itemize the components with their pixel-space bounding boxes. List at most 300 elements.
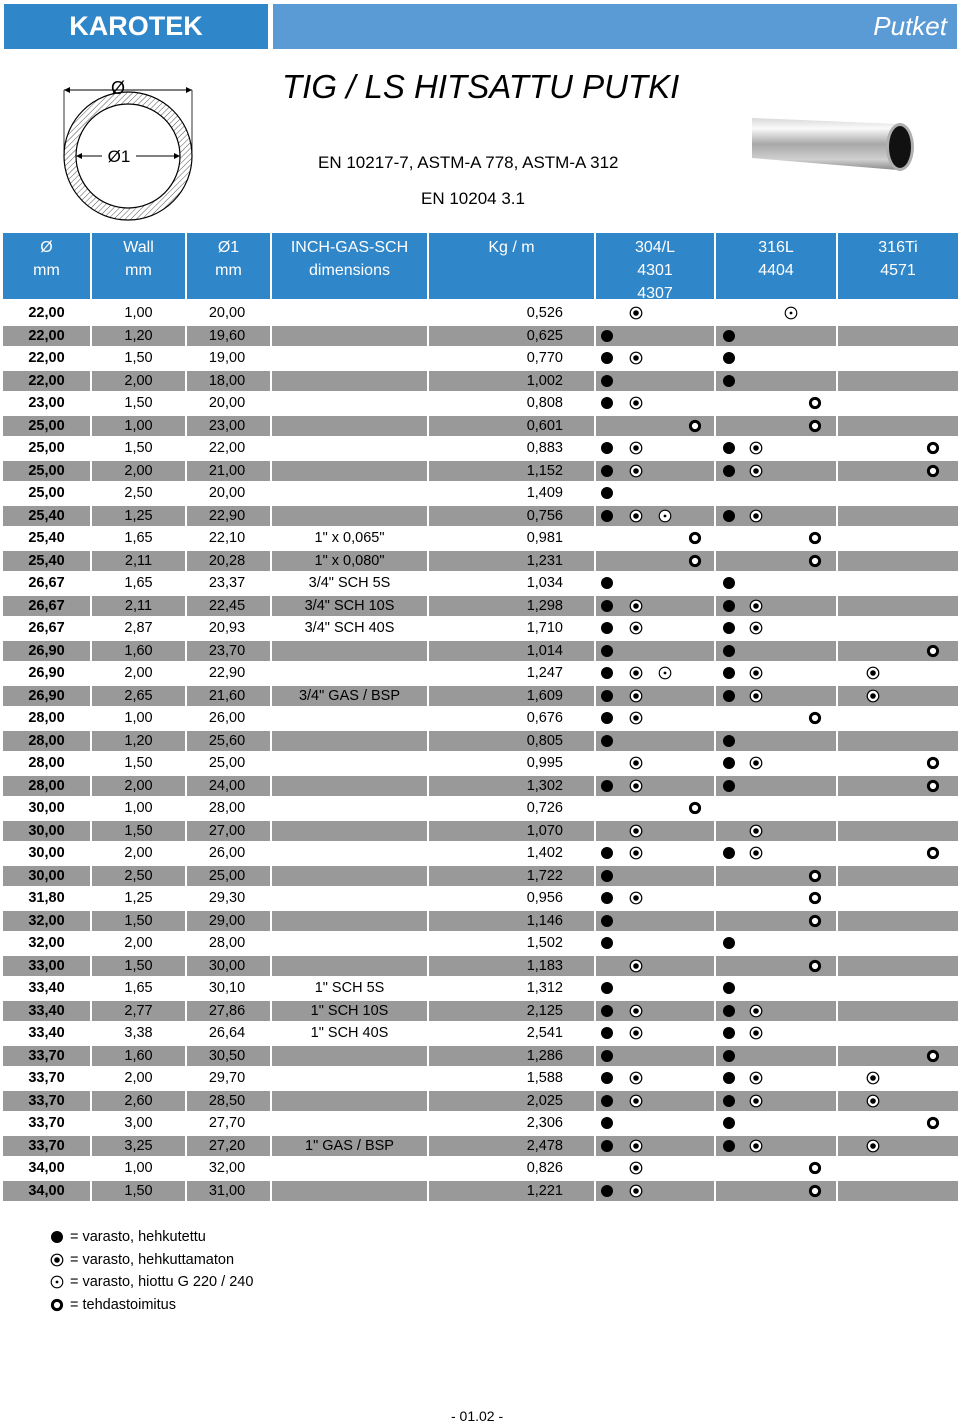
- col-header-316ti: 316Ti 4571: [838, 233, 958, 299]
- grade-304-cell: [596, 798, 714, 818]
- kg-per-m-cell: 1,247: [429, 663, 594, 683]
- wall-cell: 2,00: [92, 933, 185, 953]
- kg-per-m-cell: 1,183: [429, 956, 594, 976]
- inner-diameter-cell: 30,50: [187, 1046, 270, 1066]
- kg-per-m-cell: 1,609: [429, 686, 594, 706]
- grade-316l-cell: [716, 618, 836, 638]
- annealed-stock-dot-icon: [722, 351, 736, 365]
- wall-cell: 2,60: [92, 1091, 185, 1111]
- wall-cell: 1,00: [92, 798, 185, 818]
- inner-diameter-cell: 27,70: [187, 1113, 270, 1133]
- grade-316ti-cell: [838, 1136, 958, 1156]
- grade-316ti-cell: [838, 1158, 958, 1178]
- section-banner: [273, 4, 957, 49]
- annealed-stock-dot-icon: [722, 1116, 736, 1130]
- unannealed-stock-dot-icon: [749, 846, 763, 860]
- grade-316ti-cell: [838, 506, 958, 526]
- inch-dimension-cell: [272, 393, 427, 413]
- unannealed-stock-dot-icon: [629, 1139, 643, 1153]
- annealed-stock-dot-icon: [600, 891, 614, 905]
- annealed-stock-dot-icon: [722, 374, 736, 388]
- outer-diameter-cell: 25,40: [3, 528, 90, 548]
- inch-dimension-cell: [272, 1046, 427, 1066]
- factory-delivery-ring-icon: [808, 891, 822, 905]
- col-header-304: 304/L 4301 4307: [596, 233, 714, 299]
- factory-delivery-ring-icon: [688, 554, 702, 568]
- outer-diameter-cell: 28,00: [3, 753, 90, 773]
- inch-dimension-cell: [272, 776, 427, 796]
- grade-316l-cell: [716, 438, 836, 458]
- unannealed-stock-dot-icon: [749, 509, 763, 523]
- table-row: [0, 617, 960, 640]
- inner-diameter-cell: 26,00: [187, 708, 270, 728]
- inch-dimension-cell: [272, 663, 427, 683]
- inner-diameter-cell: 27,20: [187, 1136, 270, 1156]
- inch-dimension-cell: [272, 1113, 427, 1133]
- annealed-stock-dot-icon: [600, 779, 614, 793]
- annealed-stock-dot-icon: [722, 1004, 736, 1018]
- legend-text: = varasto, hehkutettu: [70, 1229, 206, 1245]
- inner-diameter-cell: 25,60: [187, 731, 270, 751]
- unannealed-stock-dot-icon: [749, 666, 763, 680]
- annealed-stock-dot-icon: [722, 846, 736, 860]
- inner-diameter-cell: 20,00: [187, 483, 270, 503]
- table-row: [0, 1090, 960, 1113]
- table-row: [0, 887, 960, 910]
- kg-per-m-cell: 1,286: [429, 1046, 594, 1066]
- outer-diameter-cell: 30,00: [3, 821, 90, 841]
- annealed-stock-dot-icon: [722, 1049, 736, 1063]
- kg-per-m-cell: 1,710: [429, 618, 594, 638]
- outer-diameter-cell: 26,67: [3, 618, 90, 638]
- section-name: Putket: [873, 11, 947, 41]
- grade-316ti-cell: [838, 843, 958, 863]
- kg-per-m-cell: 0,995: [429, 753, 594, 773]
- grade-304-cell: [596, 978, 714, 998]
- inner-diameter-cell: 32,00: [187, 1158, 270, 1178]
- kg-per-m-cell: 1,070: [429, 821, 594, 841]
- unannealed-stock-dot-icon: [629, 441, 643, 455]
- grade-316ti-cell: [838, 686, 958, 706]
- inner-diameter-cell: 28,00: [187, 798, 270, 818]
- factory-delivery-ring-icon: [808, 396, 822, 410]
- inner-diameter-cell: 22,90: [187, 506, 270, 526]
- outer-diameter-cell: 22,00: [3, 303, 90, 323]
- inch-dimension-cell: [272, 483, 427, 503]
- grade-304-cell: [596, 1068, 714, 1088]
- grade-304-cell: [596, 551, 714, 571]
- grade-316ti-cell: [838, 1001, 958, 1021]
- kg-per-m-cell: 0,676: [429, 708, 594, 728]
- table-row: [0, 820, 960, 843]
- outer-diameter-cell: 26,67: [3, 573, 90, 593]
- grade-316l-cell: [716, 1023, 836, 1043]
- unannealed-stock-dot-icon: [629, 621, 643, 635]
- wall-cell: 1,20: [92, 326, 185, 346]
- annealed-stock-dot-icon: [600, 914, 614, 928]
- grade-316l-cell: [716, 1046, 836, 1066]
- grade-316ti-cell: [838, 933, 958, 953]
- pipe-photo: [748, 114, 916, 176]
- unannealed-stock-dot-icon: [749, 599, 763, 613]
- outer-diameter-cell: 28,00: [3, 731, 90, 751]
- grade-316l-cell: [716, 551, 836, 571]
- unannealed-stock-dot-icon: [629, 846, 643, 860]
- table-row: [0, 482, 960, 505]
- grade-316ti-cell: [838, 798, 958, 818]
- unannealed-stock-dot-icon: [629, 1071, 643, 1085]
- table-row: [0, 572, 960, 595]
- factory-delivery-ring-icon: [688, 531, 702, 545]
- outer-diameter-cell: 26,90: [3, 686, 90, 706]
- grade-316ti-cell: [838, 1181, 958, 1201]
- outer-diameter-cell: 22,00: [3, 371, 90, 391]
- kg-per-m-cell: 1,312: [429, 978, 594, 998]
- annealed-stock-dot-icon: [600, 1004, 614, 1018]
- kg-per-m-cell: 0,981: [429, 528, 594, 548]
- annealed-stock-dot-icon: [722, 464, 736, 478]
- grade-304-cell: [596, 1136, 714, 1156]
- annealed-stock-dot-icon: [722, 689, 736, 703]
- grade-316ti-cell: [838, 978, 958, 998]
- kg-per-m-cell: 0,956: [429, 888, 594, 908]
- kg-per-m-cell: 0,526: [429, 303, 594, 323]
- unannealed-stock-dot-icon: [749, 1139, 763, 1153]
- outer-diameter-cell: 33,70: [3, 1091, 90, 1111]
- grade-316l-cell: [716, 1001, 836, 1021]
- grade-316ti-cell: [838, 528, 958, 548]
- unannealed-stock-dot-icon: [629, 599, 643, 613]
- grade-304-cell: [596, 888, 714, 908]
- inch-dimension-cell: 1" SCH 10S: [272, 1001, 427, 1021]
- table-row: [0, 932, 960, 955]
- kg-per-m-cell: 2,306: [429, 1113, 594, 1133]
- factory-delivery-ring-icon: [50, 1298, 64, 1312]
- grade-316l-cell: [716, 1068, 836, 1088]
- grade-316l-cell: [716, 506, 836, 526]
- unannealed-stock-dot-icon: [749, 464, 763, 478]
- wall-cell: 2,50: [92, 866, 185, 886]
- grade-304-cell: [596, 821, 714, 841]
- inch-dimension-cell: [272, 1091, 427, 1111]
- grade-316ti-cell: [838, 663, 958, 683]
- page-title: TIG / LS HITSATTU PUTKI: [282, 68, 680, 105]
- unannealed-stock-dot-icon: [866, 1139, 880, 1153]
- inch-dimension-cell: 1" SCH 40S: [272, 1023, 427, 1043]
- inner-diameter-cell: 21,60: [187, 686, 270, 706]
- table-row: [0, 1022, 960, 1045]
- kg-per-m-cell: 1,502: [429, 933, 594, 953]
- grade-316l-cell: [716, 776, 836, 796]
- factory-delivery-ring-icon: [926, 1116, 940, 1130]
- unannealed-stock-dot-icon: [749, 1071, 763, 1085]
- outer-diameter-cell: 32,00: [3, 933, 90, 953]
- inch-dimension-cell: 1" SCH 5S: [272, 978, 427, 998]
- factory-delivery-ring-icon: [926, 1049, 940, 1063]
- inch-dimension-cell: [272, 708, 427, 728]
- inner-diameter-cell: 21,00: [187, 461, 270, 481]
- kg-per-m-cell: 0,625: [429, 326, 594, 346]
- kg-per-m-cell: 1,002: [429, 371, 594, 391]
- outer-diameter-cell: 33,40: [3, 1023, 90, 1043]
- factory-delivery-ring-icon: [926, 644, 940, 658]
- inch-dimension-cell: 3/4" SCH 40S: [272, 618, 427, 638]
- grade-316ti-cell: [838, 1091, 958, 1111]
- grade-304-cell: [596, 393, 714, 413]
- outer-diameter-cell: 25,00: [3, 483, 90, 503]
- outer-diameter-cell: 33,70: [3, 1113, 90, 1133]
- wall-cell: 1,50: [92, 911, 185, 931]
- wall-cell: 1,50: [92, 753, 185, 773]
- grade-316ti-cell: [838, 1046, 958, 1066]
- annealed-stock-dot-icon: [722, 1094, 736, 1108]
- table-row: [0, 527, 960, 550]
- table-row: [0, 347, 960, 370]
- table-row: [0, 325, 960, 348]
- inch-dimension-cell: 1" GAS / BSP: [272, 1136, 427, 1156]
- inner-diameter-cell: 30,00: [187, 956, 270, 976]
- inner-diameter-cell: 28,00: [187, 933, 270, 953]
- inch-dimension-cell: [272, 821, 427, 841]
- grade-316ti-cell: [838, 911, 958, 931]
- unannealed-stock-dot-icon: [629, 1026, 643, 1040]
- inch-dimension-cell: [272, 911, 427, 931]
- annealed-stock-dot-icon: [722, 779, 736, 793]
- grade-304-cell: [596, 641, 714, 661]
- grade-316l-cell: [716, 348, 836, 368]
- kg-per-m-cell: 1,221: [429, 1181, 594, 1201]
- annealed-stock-dot-icon: [600, 1026, 614, 1040]
- table-row: [0, 752, 960, 775]
- outer-diameter-cell: 33,70: [3, 1046, 90, 1066]
- kg-per-m-cell: 1,298: [429, 596, 594, 616]
- annealed-stock-dot-icon: [600, 1094, 614, 1108]
- grade-304-cell: [596, 731, 714, 751]
- legend-text: = varasto, hehkuttamaton: [70, 1251, 235, 1268]
- grade-316l-cell: [716, 821, 836, 841]
- inner-diameter-cell: 23,37: [187, 573, 270, 593]
- wall-cell: 1,25: [92, 888, 185, 908]
- wall-cell: 2,87: [92, 618, 185, 638]
- grade-316l-cell: [716, 1136, 836, 1156]
- grade-316l-cell: [716, 888, 836, 908]
- wall-cell: 3,38: [92, 1023, 185, 1043]
- grade-316ti-cell: [838, 461, 958, 481]
- grade-304-cell: [596, 506, 714, 526]
- kg-per-m-cell: 1,231: [429, 551, 594, 571]
- inner-diameter-cell: 20,00: [187, 393, 270, 413]
- outer-diameter-cell: 30,00: [3, 843, 90, 863]
- outer-diameter-cell: 33,40: [3, 978, 90, 998]
- wall-cell: 3,25: [92, 1136, 185, 1156]
- standards-line-2: EN 10204 3.1: [421, 189, 525, 208]
- wall-cell: 2,00: [92, 371, 185, 391]
- diagram-outer-label: Ø: [110, 78, 126, 98]
- unannealed-stock-dot-icon: [629, 711, 643, 725]
- unannealed-stock-dot-icon: [629, 756, 643, 770]
- grade-304-cell: [596, 1046, 714, 1066]
- table-row: [0, 550, 960, 573]
- outer-diameter-cell: 30,00: [3, 866, 90, 886]
- grade-316l-cell: [716, 326, 836, 346]
- grade-316l-cell: [716, 461, 836, 481]
- wall-cell: 1,50: [92, 438, 185, 458]
- pipe-cross-section-diagram: [40, 72, 220, 222]
- col-header-kg: Kg / m: [429, 233, 594, 299]
- grade-316ti-cell: [838, 1113, 958, 1133]
- wall-cell: 1,50: [92, 821, 185, 841]
- outer-diameter-cell: 25,00: [3, 416, 90, 436]
- unannealed-stock-dot-icon: [629, 959, 643, 973]
- grade-316l-cell: [716, 866, 836, 886]
- outer-diameter-cell: 23,00: [3, 393, 90, 413]
- grade-316l-cell: [716, 798, 836, 818]
- annealed-stock-dot-icon: [722, 1026, 736, 1040]
- grade-316ti-cell: [838, 303, 958, 323]
- grade-304-cell: [596, 911, 714, 931]
- kg-per-m-cell: 1,146: [429, 911, 594, 931]
- grade-304-cell: [596, 708, 714, 728]
- annealed-stock-dot-icon: [722, 981, 736, 995]
- wall-cell: 1,50: [92, 956, 185, 976]
- annealed-stock-dot-icon: [600, 329, 614, 343]
- grade-316l-cell: [716, 663, 836, 683]
- grade-316l-cell: [716, 933, 836, 953]
- wall-cell: 1,65: [92, 573, 185, 593]
- kg-per-m-cell: 2,541: [429, 1023, 594, 1043]
- grade-304-cell: [596, 596, 714, 616]
- col-header-inner-diameter: Ø1 mm: [187, 233, 270, 299]
- wall-cell: 2,00: [92, 776, 185, 796]
- grade-316l-cell: [716, 753, 836, 773]
- annealed-stock-dot-icon: [600, 576, 614, 590]
- factory-delivery-ring-icon: [688, 419, 702, 433]
- polished-stock-dot-icon: [658, 666, 672, 680]
- kg-per-m-cell: 1,014: [429, 641, 594, 661]
- grade-316l-cell: [716, 483, 836, 503]
- grade-316ti-cell: [838, 821, 958, 841]
- wall-cell: 2,77: [92, 1001, 185, 1021]
- kg-per-m-cell: 0,808: [429, 393, 594, 413]
- table-row: [0, 1157, 960, 1180]
- grade-316l-cell: [716, 1181, 836, 1201]
- grade-316l-cell: [716, 371, 836, 391]
- table-row: [0, 865, 960, 888]
- inch-dimension-cell: [272, 1158, 427, 1178]
- grade-316ti-cell: [838, 708, 958, 728]
- table-row: [0, 842, 960, 865]
- annealed-stock-dot-icon: [722, 756, 736, 770]
- annealed-stock-dot-icon: [722, 441, 736, 455]
- kg-per-m-cell: 1,409: [429, 483, 594, 503]
- unannealed-stock-dot-icon: [629, 1094, 643, 1108]
- outer-diameter-cell: 25,00: [3, 461, 90, 481]
- inner-diameter-cell: 19,60: [187, 326, 270, 346]
- annealed-stock-dot-icon: [600, 599, 614, 613]
- grade-316ti-cell: [838, 888, 958, 908]
- inner-diameter-cell: 18,00: [187, 371, 270, 391]
- table-row: [0, 1000, 960, 1023]
- kg-per-m-cell: 1,152: [429, 461, 594, 481]
- kg-per-m-cell: 1,034: [429, 573, 594, 593]
- outer-diameter-cell: 28,00: [3, 708, 90, 728]
- inch-dimension-cell: [272, 326, 427, 346]
- grade-316l-cell: [716, 731, 836, 751]
- annealed-stock-dot-icon: [600, 396, 614, 410]
- polished-stock-dot-icon: [658, 509, 672, 523]
- unannealed-stock-dot-icon: [866, 1094, 880, 1108]
- kg-per-m-cell: 1,302: [429, 776, 594, 796]
- annealed-stock-dot-icon: [722, 936, 736, 950]
- unannealed-stock-dot-icon: [629, 1161, 643, 1175]
- inner-diameter-cell: 20,00: [187, 303, 270, 323]
- inner-diameter-cell: 31,00: [187, 1181, 270, 1201]
- annealed-stock-dot-icon: [600, 734, 614, 748]
- grade-316l-cell: [716, 686, 836, 706]
- inch-dimension-cell: [272, 348, 427, 368]
- table-row: [0, 910, 960, 933]
- inch-dimension-cell: 3/4" SCH 10S: [272, 596, 427, 616]
- annealed-stock-dot-icon: [50, 1230, 64, 1244]
- inch-dimension-cell: [272, 843, 427, 863]
- inner-diameter-cell: 28,50: [187, 1091, 270, 1111]
- factory-delivery-ring-icon: [808, 1161, 822, 1175]
- inner-diameter-cell: 29,00: [187, 911, 270, 931]
- grade-304-cell: [596, 866, 714, 886]
- unannealed-stock-dot-icon: [749, 1094, 763, 1108]
- wall-cell: 1,00: [92, 416, 185, 436]
- factory-delivery-ring-icon: [808, 959, 822, 973]
- grade-304-cell: [596, 933, 714, 953]
- grade-304-cell: [596, 1091, 714, 1111]
- table-row: [0, 685, 960, 708]
- grade-316l-cell: [716, 978, 836, 998]
- annealed-stock-dot-icon: [600, 464, 614, 478]
- unannealed-stock-dot-icon: [629, 824, 643, 838]
- inch-dimension-cell: [272, 731, 427, 751]
- grade-316ti-cell: [838, 573, 958, 593]
- factory-delivery-ring-icon: [808, 419, 822, 433]
- kg-per-m-cell: 1,588: [429, 1068, 594, 1088]
- wall-cell: 1,50: [92, 1181, 185, 1201]
- unannealed-stock-dot-icon: [629, 891, 643, 905]
- annealed-stock-dot-icon: [600, 936, 614, 950]
- inch-dimension-cell: [272, 371, 427, 391]
- annealed-stock-dot-icon: [600, 1049, 614, 1063]
- inch-dimension-cell: 3/4" SCH 5S: [272, 573, 427, 593]
- page-number: - 01.02 -: [451, 1408, 504, 1424]
- pipe-table: [0, 302, 960, 1202]
- grade-316l-cell: [716, 416, 836, 436]
- unannealed-stock-dot-icon: [629, 464, 643, 478]
- col-header-inch: INCH-GAS-SCH dimensions: [272, 233, 427, 299]
- grade-316ti-cell: [838, 596, 958, 616]
- table-row: [0, 955, 960, 978]
- factory-delivery-ring-icon: [688, 801, 702, 815]
- annealed-stock-dot-icon: [722, 666, 736, 680]
- standards-line-1: EN 10217-7, ASTM-A 778, ASTM-A 312: [318, 153, 619, 172]
- table-row: [0, 730, 960, 753]
- grade-316ti-cell: [838, 956, 958, 976]
- unannealed-stock-dot-icon: [749, 621, 763, 635]
- wall-cell: 2,11: [92, 596, 185, 616]
- table-row: [0, 662, 960, 685]
- grade-304-cell: [596, 1158, 714, 1178]
- grade-316l-cell: [716, 1158, 836, 1178]
- outer-diameter-cell: 33,70: [3, 1136, 90, 1156]
- table-row: [0, 977, 960, 1000]
- factory-delivery-ring-icon: [808, 531, 822, 545]
